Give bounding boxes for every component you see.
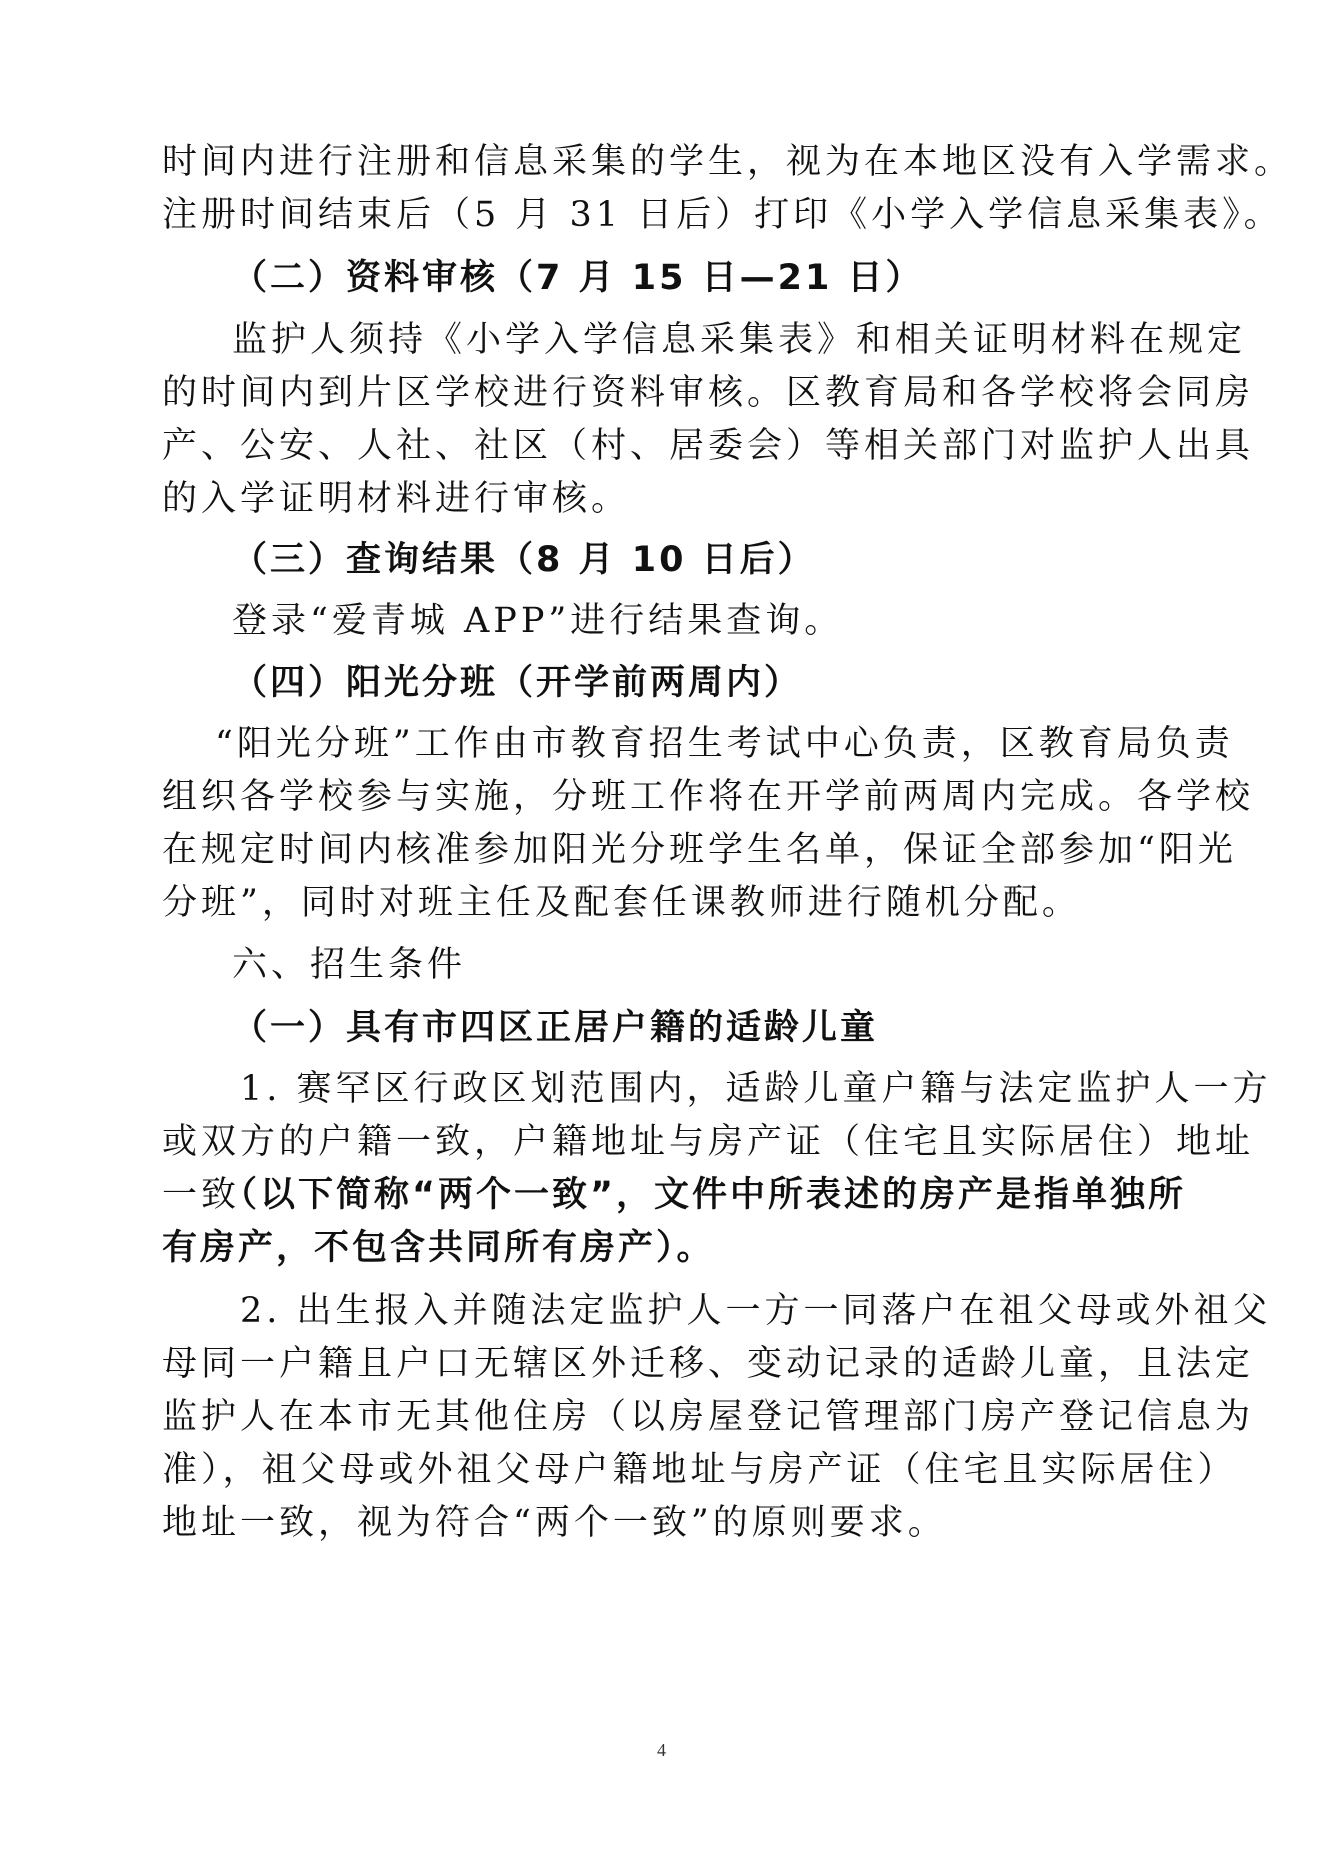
body-line: “阳光分班”工作由市教育招生考试中心负责，区教育局负责: [215, 724, 1234, 764]
body-line: 注册时间结束后（5 月 31 日后）打印《小学入学信息采集表》。: [162, 195, 1283, 235]
body-line: 分班”，同时对班主任及配套任课教师进行随机分配。: [162, 883, 1081, 923]
bold-body-line: 有房产，不包含共同所有房产）。: [162, 1228, 715, 1268]
body-line: 时间内进行注册和信息采集的学生，视为在本地区没有入学需求。: [162, 142, 1294, 182]
body-line: 在规定时间内核准参加阳光分班学生名单，保证全部参加“阳光: [162, 830, 1237, 870]
section-heading: （二）资料审核（7 月 15 日—21 日）: [232, 258, 924, 298]
body-line: 或双方的户籍一致，户籍地址与房产证（住宅且实际居住）地址: [162, 1122, 1255, 1162]
body-line: 地址一致，视为符合“两个一致”的原则要求。: [162, 1503, 947, 1543]
body-line: 1. 赛罕区行政区划范围内，适龄儿童户籍与法定监护人一方: [240, 1069, 1272, 1109]
page-number: 4: [657, 1740, 666, 1760]
chapter-heading: 六、招生条件: [232, 945, 467, 985]
body-line: 产、公安、人社、社区（村、居委会）等相关部门对监护人出具: [162, 426, 1255, 466]
bold-body-line: （以下简称“两个一致”，文件中所表述的房产是指单独所: [222, 1175, 1187, 1215]
body-line: 一致: [162, 1175, 241, 1215]
body-line: 监护人须持《小学入学信息采集表》和相关证明材料在规定: [232, 320, 1247, 360]
body-line: 的时间内到片区学校进行资料审核。区教育局和各学校将会同房: [162, 373, 1255, 413]
body-line: 登录“爱青城 APP”进行结果查询。: [232, 601, 844, 641]
body-line: 的入学证明材料进行审核。: [162, 479, 631, 519]
body-line: 监护人在本市无其他住房（以房屋登记管理部门房产登记信息为: [162, 1397, 1255, 1437]
body-line: 组织各学校参与实施，分班工作将在开学前两周内完成。各学校: [162, 777, 1255, 817]
section-heading: （四）阳光分班（开学前两周内）: [232, 663, 803, 703]
section-heading: （一）具有市四区正居户籍的适龄儿童: [232, 1008, 879, 1048]
body-line: 准），祖父母或外祖父母户籍地址与房产证（住宅且实际居住）: [162, 1450, 1237, 1490]
body-line: 2. 出生报入并随法定监护人一方一同落户在祖父母或外祖父: [240, 1291, 1272, 1331]
body-line: 母同一户籍且户口无辖区外迁移、变动记录的适龄儿童，且法定: [162, 1344, 1255, 1384]
section-heading: （三）查询结果（8 月 10 日后）: [232, 540, 816, 580]
